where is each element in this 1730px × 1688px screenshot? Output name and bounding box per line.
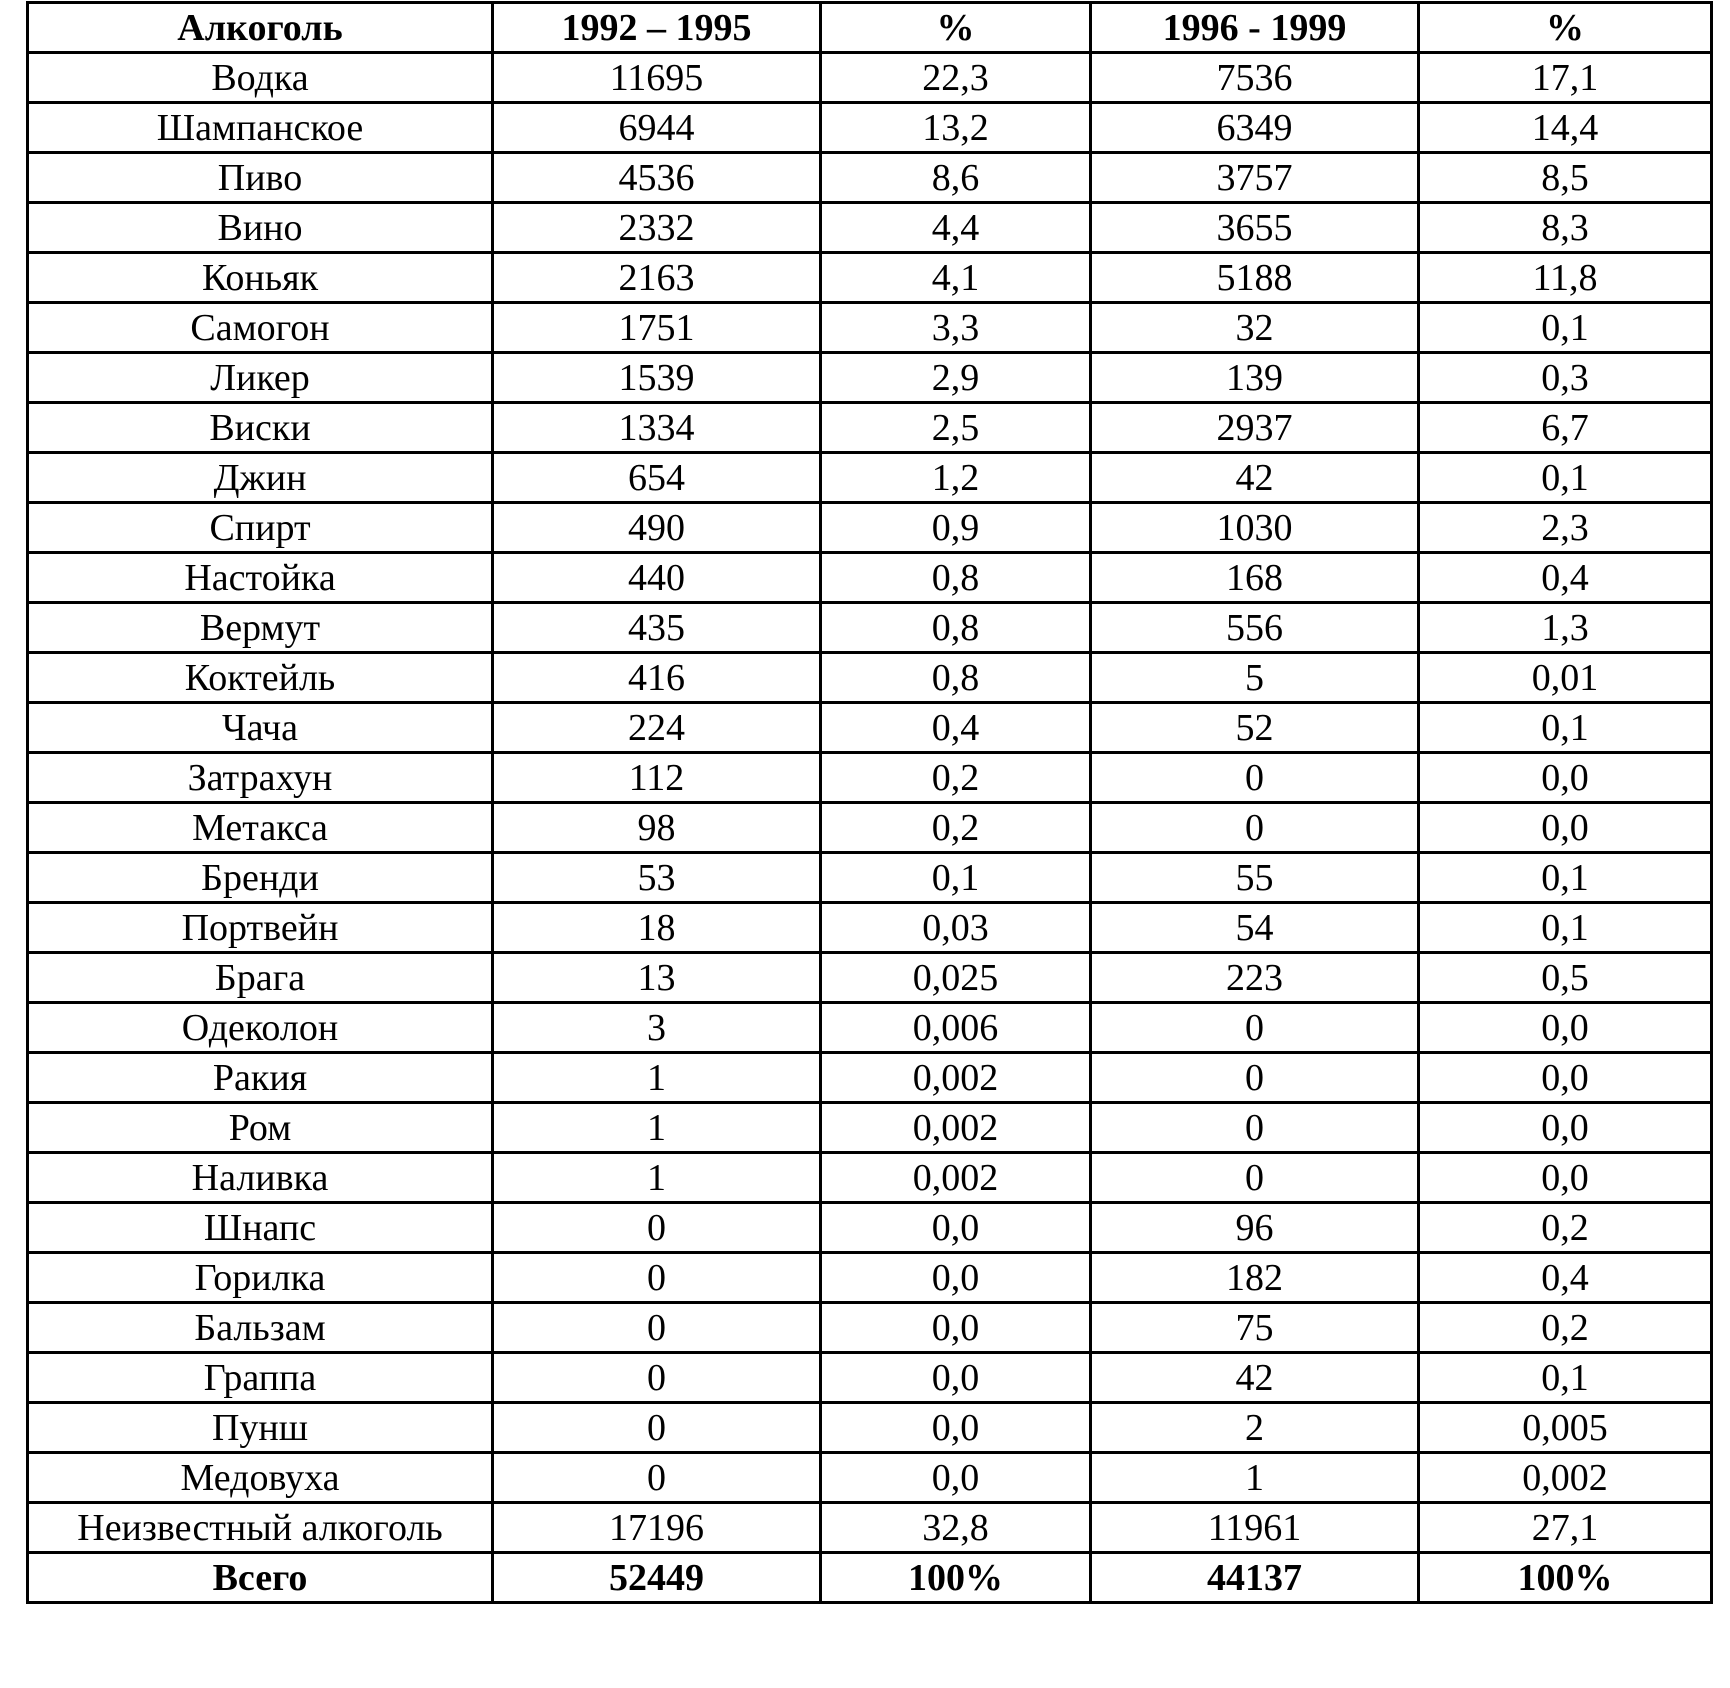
total-row xyxy=(28,1553,1712,1603)
alcohol-name-cell: Настойка xyxy=(28,553,493,603)
percent-1992-1995-cell: 0,0 xyxy=(821,1453,1091,1503)
table-row xyxy=(28,553,1712,603)
table-row xyxy=(28,1353,1712,1403)
total-count-1992-1995: 52449 xyxy=(493,1553,821,1603)
table-row xyxy=(28,1153,1712,1203)
alcohol-name-cell: Брага xyxy=(28,953,493,1003)
alcohol-name-cell: Граппа xyxy=(28,1353,493,1403)
table-row xyxy=(28,903,1712,953)
alcohol-name-cell: Коньяк xyxy=(28,253,493,303)
count-1996-1999-cell: 54 xyxy=(1091,903,1419,953)
percent-1992-1995-cell: 2,9 xyxy=(821,353,1091,403)
count-1992-1995-cell: 0 xyxy=(493,1203,821,1253)
percent-1992-1995-cell: 0,002 xyxy=(821,1153,1091,1203)
alcohol-name-cell: Неизвестный алкоголь xyxy=(28,1503,493,1553)
alcohol-name-cell: Джин xyxy=(28,453,493,503)
alcohol-name-cell: Ракия xyxy=(28,1053,493,1103)
percent-1996-1999-cell: 0,1 xyxy=(1419,303,1712,353)
percent-1992-1995-cell: 0,2 xyxy=(821,803,1091,853)
count-1996-1999-cell: 6349 xyxy=(1091,103,1419,153)
percent-1996-1999-cell: 0,1 xyxy=(1419,903,1712,953)
table-row xyxy=(28,653,1712,703)
count-1992-1995-cell: 13 xyxy=(493,953,821,1003)
table-row xyxy=(28,1503,1712,1553)
count-1996-1999-cell: 42 xyxy=(1091,1353,1419,1403)
percent-1992-1995-cell: 32,8 xyxy=(821,1503,1091,1553)
count-1992-1995-cell: 1539 xyxy=(493,353,821,403)
count-1992-1995-cell: 6944 xyxy=(493,103,821,153)
count-1996-1999-cell: 223 xyxy=(1091,953,1419,1003)
header-period-1992-1995: 1992 – 1995 xyxy=(493,3,821,53)
percent-1992-1995-cell: 0,006 xyxy=(821,1003,1091,1053)
count-1992-1995-cell: 1751 xyxy=(493,303,821,353)
percent-1992-1995-cell: 4,1 xyxy=(821,253,1091,303)
percent-1996-1999-cell: 0,1 xyxy=(1419,853,1712,903)
count-1992-1995-cell: 654 xyxy=(493,453,821,503)
alcohol-name-cell: Ликер xyxy=(28,353,493,403)
percent-1996-1999-cell: 0,0 xyxy=(1419,1053,1712,1103)
percent-1996-1999-cell: 8,3 xyxy=(1419,203,1712,253)
percent-1996-1999-cell: 0,1 xyxy=(1419,703,1712,753)
count-1992-1995-cell: 440 xyxy=(493,553,821,603)
count-1996-1999-cell: 5 xyxy=(1091,653,1419,703)
alcohol-name-cell: Виски xyxy=(28,403,493,453)
count-1992-1995-cell: 0 xyxy=(493,1403,821,1453)
percent-1996-1999-cell: 0,0 xyxy=(1419,803,1712,853)
count-1996-1999-cell: 7536 xyxy=(1091,53,1419,103)
alcohol-name-cell: Горилка xyxy=(28,1253,493,1303)
count-1996-1999-cell: 182 xyxy=(1091,1253,1419,1303)
count-1992-1995-cell: 0 xyxy=(493,1353,821,1403)
table-row xyxy=(28,1103,1712,1153)
count-1996-1999-cell: 32 xyxy=(1091,303,1419,353)
percent-1992-1995-cell: 0,8 xyxy=(821,553,1091,603)
percent-1996-1999-cell: 6,7 xyxy=(1419,403,1712,453)
percent-1992-1995-cell: 0,025 xyxy=(821,953,1091,1003)
table-row xyxy=(28,803,1712,853)
header-percent-1996-1999: % xyxy=(1419,3,1712,53)
table-row xyxy=(28,703,1712,753)
percent-1996-1999-cell: 14,4 xyxy=(1419,103,1712,153)
count-1992-1995-cell: 224 xyxy=(493,703,821,753)
alcohol-consumption-table xyxy=(26,1,1713,1604)
count-1996-1999-cell: 96 xyxy=(1091,1203,1419,1253)
percent-1996-1999-cell: 0,01 xyxy=(1419,653,1712,703)
count-1996-1999-cell: 0 xyxy=(1091,1003,1419,1053)
table-row xyxy=(28,503,1712,553)
table-row xyxy=(28,1003,1712,1053)
count-1992-1995-cell: 490 xyxy=(493,503,821,553)
count-1992-1995-cell: 0 xyxy=(493,1303,821,1353)
table-row xyxy=(28,103,1712,153)
count-1992-1995-cell: 3 xyxy=(493,1003,821,1053)
percent-1996-1999-cell: 8,5 xyxy=(1419,153,1712,203)
table-row xyxy=(28,303,1712,353)
table-row xyxy=(28,1453,1712,1503)
percent-1992-1995-cell: 0,2 xyxy=(821,753,1091,803)
table-row xyxy=(28,203,1712,253)
table-row xyxy=(28,1253,1712,1303)
count-1996-1999-cell: 5188 xyxy=(1091,253,1419,303)
alcohol-name-cell: Коктейль xyxy=(28,653,493,703)
alcohol-name-cell: Наливка xyxy=(28,1153,493,1203)
alcohol-name-cell: Ром xyxy=(28,1103,493,1153)
percent-1992-1995-cell: 2,5 xyxy=(821,403,1091,453)
alcohol-name-cell: Медовуха xyxy=(28,1453,493,1503)
count-1996-1999-cell: 168 xyxy=(1091,553,1419,603)
count-1992-1995-cell: 435 xyxy=(493,603,821,653)
percent-1992-1995-cell: 13,2 xyxy=(821,103,1091,153)
alcohol-name-cell: Водка xyxy=(28,53,493,103)
header-row xyxy=(28,3,1712,53)
count-1992-1995-cell: 1 xyxy=(493,1103,821,1153)
percent-1992-1995-cell: 0,1 xyxy=(821,853,1091,903)
percent-1992-1995-cell: 0,4 xyxy=(821,703,1091,753)
count-1996-1999-cell: 3655 xyxy=(1091,203,1419,253)
count-1996-1999-cell: 556 xyxy=(1091,603,1419,653)
table-row xyxy=(28,53,1712,103)
count-1992-1995-cell: 416 xyxy=(493,653,821,703)
header-percent-1992-1995: % xyxy=(821,3,1091,53)
percent-1996-1999-cell: 0,1 xyxy=(1419,1353,1712,1403)
percent-1996-1999-cell: 17,1 xyxy=(1419,53,1712,103)
count-1992-1995-cell: 53 xyxy=(493,853,821,903)
percent-1996-1999-cell: 11,8 xyxy=(1419,253,1712,303)
count-1996-1999-cell: 2937 xyxy=(1091,403,1419,453)
count-1992-1995-cell: 17196 xyxy=(493,1503,821,1553)
alcohol-name-cell: Самогон xyxy=(28,303,493,353)
count-1992-1995-cell: 98 xyxy=(493,803,821,853)
percent-1992-1995-cell: 0,9 xyxy=(821,503,1091,553)
percent-1996-1999-cell: 0,0 xyxy=(1419,1003,1712,1053)
alcohol-name-cell: Бальзам xyxy=(28,1303,493,1353)
count-1992-1995-cell: 11695 xyxy=(493,53,821,103)
table-row xyxy=(28,603,1712,653)
count-1992-1995-cell: 2332 xyxy=(493,203,821,253)
percent-1992-1995-cell: 3,3 xyxy=(821,303,1091,353)
percent-1992-1995-cell: 1,2 xyxy=(821,453,1091,503)
percent-1996-1999-cell: 0,002 xyxy=(1419,1453,1712,1503)
count-1992-1995-cell: 1 xyxy=(493,1153,821,1203)
table-row xyxy=(28,403,1712,453)
alcohol-name-cell: Спирт xyxy=(28,503,493,553)
count-1996-1999-cell: 3757 xyxy=(1091,153,1419,203)
count-1992-1995-cell: 2163 xyxy=(493,253,821,303)
table-row xyxy=(28,753,1712,803)
count-1996-1999-cell: 1 xyxy=(1091,1453,1419,1503)
table-row xyxy=(28,253,1712,303)
table-body xyxy=(28,53,1712,1553)
table-row xyxy=(28,453,1712,503)
percent-1992-1995-cell: 0,8 xyxy=(821,653,1091,703)
alcohol-name-cell: Вермут xyxy=(28,603,493,653)
count-1996-1999-cell: 0 xyxy=(1091,1103,1419,1153)
total-percent-1996-1999: 100% xyxy=(1419,1553,1712,1603)
percent-1992-1995-cell: 0,03 xyxy=(821,903,1091,953)
count-1996-1999-cell: 75 xyxy=(1091,1303,1419,1353)
count-1996-1999-cell: 52 xyxy=(1091,703,1419,753)
count-1996-1999-cell: 139 xyxy=(1091,353,1419,403)
alcohol-name-cell: Шнапс xyxy=(28,1203,493,1253)
percent-1992-1995-cell: 0,0 xyxy=(821,1403,1091,1453)
alcohol-name-cell: Одеколон xyxy=(28,1003,493,1053)
count-1996-1999-cell: 0 xyxy=(1091,753,1419,803)
alcohol-name-cell: Пиво xyxy=(28,153,493,203)
total-percent-1992-1995: 100% xyxy=(821,1553,1091,1603)
count-1992-1995-cell: 1334 xyxy=(493,403,821,453)
percent-1996-1999-cell: 2,3 xyxy=(1419,503,1712,553)
count-1992-1995-cell: 18 xyxy=(493,903,821,953)
count-1992-1995-cell: 112 xyxy=(493,753,821,803)
percent-1996-1999-cell: 0,5 xyxy=(1419,953,1712,1003)
alcohol-name-cell: Шампанское xyxy=(28,103,493,153)
table-row xyxy=(28,353,1712,403)
count-1996-1999-cell: 2 xyxy=(1091,1403,1419,1453)
alcohol-name-cell: Чача xyxy=(28,703,493,753)
count-1992-1995-cell: 4536 xyxy=(493,153,821,203)
header-alcohol: Алкоголь xyxy=(28,3,493,53)
count-1992-1995-cell: 0 xyxy=(493,1253,821,1303)
total-count-1996-1999: 44137 xyxy=(1091,1553,1419,1603)
percent-1992-1995-cell: 0,0 xyxy=(821,1203,1091,1253)
percent-1992-1995-cell: 22,3 xyxy=(821,53,1091,103)
percent-1992-1995-cell: 0,0 xyxy=(821,1253,1091,1303)
total-label: Всего xyxy=(28,1553,493,1603)
percent-1996-1999-cell: 0,1 xyxy=(1419,453,1712,503)
percent-1996-1999-cell: 0,3 xyxy=(1419,353,1712,403)
percent-1996-1999-cell: 0,0 xyxy=(1419,753,1712,803)
percent-1996-1999-cell: 1,3 xyxy=(1419,603,1712,653)
table-row xyxy=(28,1303,1712,1353)
percent-1992-1995-cell: 0,8 xyxy=(821,603,1091,653)
count-1996-1999-cell: 11961 xyxy=(1091,1503,1419,1553)
percent-1992-1995-cell: 0,0 xyxy=(821,1353,1091,1403)
percent-1996-1999-cell: 0,4 xyxy=(1419,553,1712,603)
percent-1992-1995-cell: 4,4 xyxy=(821,203,1091,253)
table-row xyxy=(28,853,1712,903)
table-row xyxy=(28,953,1712,1003)
alcohol-name-cell: Бренди xyxy=(28,853,493,903)
percent-1996-1999-cell: 0,2 xyxy=(1419,1303,1712,1353)
count-1996-1999-cell: 0 xyxy=(1091,803,1419,853)
percent-1992-1995-cell: 8,6 xyxy=(821,153,1091,203)
count-1992-1995-cell: 1 xyxy=(493,1053,821,1103)
count-1996-1999-cell: 42 xyxy=(1091,453,1419,503)
alcohol-name-cell: Метакса xyxy=(28,803,493,853)
percent-1992-1995-cell: 0,002 xyxy=(821,1103,1091,1153)
percent-1992-1995-cell: 0,002 xyxy=(821,1053,1091,1103)
table-row xyxy=(28,1403,1712,1453)
percent-1996-1999-cell: 0,2 xyxy=(1419,1203,1712,1253)
percent-1996-1999-cell: 27,1 xyxy=(1419,1503,1712,1553)
count-1996-1999-cell: 0 xyxy=(1091,1053,1419,1103)
count-1992-1995-cell: 0 xyxy=(493,1453,821,1503)
table-row xyxy=(28,1203,1712,1253)
count-1996-1999-cell: 55 xyxy=(1091,853,1419,903)
percent-1996-1999-cell: 0,0 xyxy=(1419,1103,1712,1153)
count-1996-1999-cell: 0 xyxy=(1091,1153,1419,1203)
count-1996-1999-cell: 1030 xyxy=(1091,503,1419,553)
header-period-1996-1999: 1996 - 1999 xyxy=(1091,3,1419,53)
alcohol-name-cell: Затрахун xyxy=(28,753,493,803)
percent-1996-1999-cell: 0,0 xyxy=(1419,1153,1712,1203)
percent-1996-1999-cell: 0,005 xyxy=(1419,1403,1712,1453)
table-row xyxy=(28,153,1712,203)
alcohol-name-cell: Вино xyxy=(28,203,493,253)
table-row xyxy=(28,1053,1712,1103)
alcohol-name-cell: Портвейн xyxy=(28,903,493,953)
percent-1992-1995-cell: 0,0 xyxy=(821,1303,1091,1353)
percent-1996-1999-cell: 0,4 xyxy=(1419,1253,1712,1303)
alcohol-name-cell: Пунш xyxy=(28,1403,493,1453)
